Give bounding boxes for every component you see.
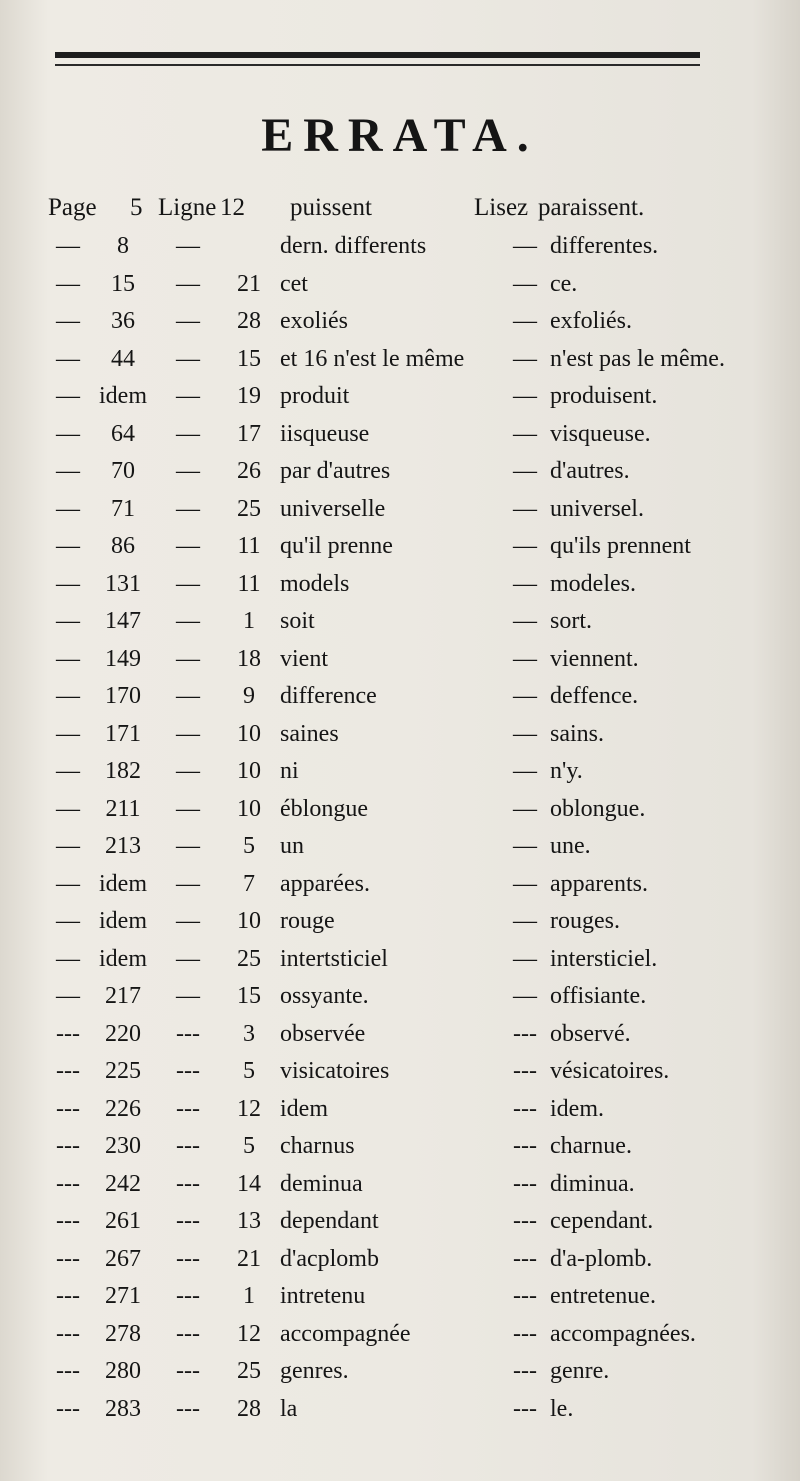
row-page-number: 71 (111, 495, 135, 522)
errata-row (48, 1241, 688, 1279)
row-page-number: 64 (111, 420, 135, 447)
errata-row (48, 1203, 688, 1241)
row-correction: ce. (550, 270, 578, 297)
row-line-number: 25 (237, 1358, 261, 1385)
errata-row (48, 528, 688, 566)
row-dash: — (513, 908, 537, 935)
row-page-number: 230 (105, 1133, 141, 1160)
row-line-number: 21 (237, 1245, 261, 1272)
row-dash: — (176, 908, 200, 935)
row-dash: --- (56, 1095, 80, 1122)
errata-row (48, 416, 688, 454)
row-dash: — (176, 570, 200, 597)
row-line-number: 12 (237, 1320, 261, 1347)
row-erroneous-text: accompagnée (280, 1320, 411, 1347)
row-correction: deffence. (550, 683, 639, 710)
row-page-number: idem (99, 908, 147, 935)
row-page-number: 211 (105, 795, 141, 822)
row-dash: — (56, 233, 80, 260)
row-erroneous-text: par d'autres (280, 458, 391, 485)
row-erroneous-text: d'acplomb (280, 1245, 379, 1272)
errata-row (48, 1128, 688, 1166)
row-dash: --- (176, 1395, 200, 1422)
row-dash: — (56, 908, 80, 935)
row-correction: observé. (550, 1020, 631, 1047)
row-page-number: 131 (105, 570, 141, 597)
errata-row (48, 1316, 688, 1354)
row-dash: — (56, 720, 80, 747)
row-page-number: 147 (105, 608, 141, 635)
row-line-number: 9 (243, 683, 255, 710)
row-correction: viennent. (550, 645, 639, 672)
row-line-number: 28 (237, 308, 261, 335)
errata-row (48, 491, 688, 529)
row-page-number: 220 (105, 1020, 141, 1047)
row-dash: — (176, 795, 200, 822)
row-dash: — (513, 495, 537, 522)
row-dash: --- (56, 1283, 80, 1310)
row-erroneous-text: ni (280, 758, 299, 785)
header-page-number: 5 (130, 194, 143, 221)
row-dash: — (513, 870, 537, 897)
row-dash: --- (513, 1245, 537, 1272)
row-erroneous-text: deminua (280, 1170, 363, 1197)
row-dash: — (56, 383, 80, 410)
row-dash: — (176, 983, 200, 1010)
row-page-number: 242 (105, 1170, 141, 1197)
row-erroneous-text: vient (280, 645, 328, 672)
row-dash: — (56, 608, 80, 635)
row-dash: — (513, 383, 537, 410)
row-page-number: 171 (105, 720, 141, 747)
row-dash: — (176, 383, 200, 410)
line-label: Ligne (158, 194, 217, 221)
row-dash: — (56, 983, 80, 1010)
row-page-number: 261 (105, 1208, 141, 1235)
row-line-number: 25 (237, 495, 261, 522)
row-dash: --- (56, 1058, 80, 1085)
row-page-number: 278 (105, 1320, 141, 1347)
row-page-number: 149 (105, 645, 141, 672)
errata-row (48, 1053, 688, 1091)
row-line-number: 7 (243, 870, 255, 897)
row-page-number: idem (99, 945, 147, 972)
row-line-number: 10 (237, 908, 261, 935)
row-dash: — (176, 420, 200, 447)
row-erroneous-text: observée (280, 1020, 366, 1047)
errata-row (48, 753, 688, 791)
row-erroneous-text: models (280, 570, 350, 597)
row-erroneous-text: intertsticiel (280, 945, 388, 972)
row-erroneous-text: cet (280, 270, 308, 297)
row-dash: --- (176, 1170, 200, 1197)
row-page-number: 182 (105, 758, 141, 785)
row-dash: — (56, 795, 80, 822)
row-line-number: 10 (237, 758, 261, 785)
row-correction: qu'ils prennent (550, 533, 691, 560)
row-erroneous-text: ossyante. (280, 983, 369, 1010)
errata-row (48, 716, 688, 754)
row-dash: --- (56, 1358, 80, 1385)
header-line-number: 12 (220, 194, 245, 221)
row-correction: rouges. (550, 908, 620, 935)
row-dash: --- (176, 1020, 200, 1047)
row-dash: --- (513, 1358, 537, 1385)
errata-row (48, 228, 688, 266)
row-dash: — (176, 270, 200, 297)
row-dash: — (176, 233, 200, 260)
row-line-number: 18 (237, 645, 261, 672)
row-erroneous-text: genres. (280, 1358, 349, 1385)
row-page-number: 226 (105, 1095, 141, 1122)
row-dash: — (513, 795, 537, 822)
row-correction: visqueuse. (550, 420, 651, 447)
errata-row (48, 1016, 688, 1054)
row-line-number: 1 (243, 608, 255, 635)
row-correction: cependant. (550, 1208, 654, 1235)
row-dash: — (513, 683, 537, 710)
row-dash: --- (56, 1395, 80, 1422)
row-dash: — (176, 683, 200, 710)
row-erroneous-text: rouge (280, 908, 335, 935)
row-erroneous-text: iisqueuse (280, 420, 370, 447)
row-dash: — (56, 570, 80, 597)
row-correction: modeles. (550, 570, 636, 597)
errata-row (48, 378, 688, 416)
row-dash: — (513, 608, 537, 635)
errata-body (48, 228, 725, 1428)
row-dash: --- (513, 1395, 537, 1422)
row-dash: --- (56, 1020, 80, 1047)
row-dash: — (56, 945, 80, 972)
row-dash: — (56, 308, 80, 335)
row-line-number: 5 (243, 1133, 255, 1160)
row-correction: accompagnées. (550, 1320, 696, 1347)
row-correction: apparents. (550, 870, 648, 897)
row-correction: d'a-plomb. (550, 1245, 653, 1272)
row-correction: diminua. (550, 1170, 635, 1197)
row-erroneous-text: la (280, 1395, 298, 1422)
row-dash: --- (56, 1170, 80, 1197)
row-correction: vésicatoires. (550, 1058, 670, 1085)
row-correction: une. (550, 833, 591, 860)
row-erroneous-text: produit (280, 383, 350, 410)
row-dash: --- (56, 1245, 80, 1272)
row-erroneous-text: universelle (280, 495, 386, 522)
row-page-number: 217 (105, 983, 141, 1010)
row-dash: --- (56, 1208, 80, 1235)
row-dash: — (513, 308, 537, 335)
row-erroneous-text: qu'il prenne (280, 533, 393, 560)
row-dash: — (176, 645, 200, 672)
row-line-number: 3 (243, 1020, 255, 1047)
row-dash: — (176, 533, 200, 560)
row-erroneous-text: dependant (280, 1208, 379, 1235)
row-page-number: 44 (111, 345, 135, 372)
row-erroneous-text: soit (280, 608, 315, 635)
row-line-number: 21 (237, 270, 261, 297)
errata-row (48, 341, 688, 379)
row-dash: — (56, 345, 80, 372)
row-correction: idem. (550, 1095, 604, 1122)
errata-row (48, 266, 688, 304)
row-correction: produisent. (550, 383, 658, 410)
row-dash: — (513, 945, 537, 972)
header-word: puissent (290, 194, 372, 221)
row-dash: — (176, 833, 200, 860)
row-correction: n'y. (550, 758, 583, 785)
errata-row (48, 453, 688, 491)
row-page-number: idem (99, 870, 147, 897)
row-dash: — (56, 833, 80, 860)
read-label: Lisez (474, 194, 529, 221)
row-erroneous-text: idem (280, 1095, 328, 1122)
row-line-number: 12 (237, 1095, 261, 1122)
row-dash: --- (56, 1133, 80, 1160)
row-line-number: 25 (237, 945, 261, 972)
row-dash: — (176, 720, 200, 747)
row-dash: — (513, 345, 537, 372)
row-line-number: 17 (237, 420, 261, 447)
header-correction: paraissent. (538, 194, 645, 221)
row-correction: sort. (550, 608, 592, 635)
row-dash: — (56, 270, 80, 297)
row-dash: — (56, 420, 80, 447)
row-page-number: idem (99, 383, 147, 410)
row-correction: oblongue. (550, 795, 646, 822)
row-correction: genre. (550, 1358, 610, 1385)
page-title: ERRATA. (261, 109, 539, 162)
row-page-number: 225 (105, 1058, 141, 1085)
row-line-number: 10 (237, 795, 261, 822)
row-correction: d'autres. (550, 458, 630, 485)
row-line-number: 11 (237, 533, 261, 560)
row-correction: exfoliés. (550, 308, 632, 335)
page-label: Page (48, 194, 97, 221)
row-dash: --- (513, 1058, 537, 1085)
row-page-number: 271 (105, 1283, 141, 1310)
row-dash: — (56, 758, 80, 785)
row-line-number: 1 (243, 1283, 255, 1310)
row-erroneous-text: intretenu (280, 1283, 366, 1310)
row-dash: --- (513, 1208, 537, 1235)
row-dash: — (56, 495, 80, 522)
errata-row (48, 566, 688, 604)
row-dash: — (176, 870, 200, 897)
row-dash: — (176, 458, 200, 485)
row-correction: entretenue. (550, 1283, 656, 1310)
errata-row (48, 1391, 688, 1429)
row-page-number: 280 (105, 1358, 141, 1385)
row-dash: — (176, 608, 200, 635)
row-page-number: 15 (111, 270, 135, 297)
row-dash: — (513, 270, 537, 297)
row-dash: --- (176, 1320, 200, 1347)
errata-row (48, 828, 688, 866)
row-correction: intersticiel. (550, 945, 658, 972)
row-dash: --- (56, 1320, 80, 1347)
row-line-number: 5 (243, 1058, 255, 1085)
row-dash: --- (176, 1058, 200, 1085)
errata-row (48, 866, 688, 904)
row-correction: differentes. (550, 233, 659, 260)
errata-row (48, 903, 688, 941)
row-dash: — (56, 870, 80, 897)
errata-row (48, 941, 688, 979)
row-dash: — (56, 533, 80, 560)
errata-row (48, 791, 688, 829)
row-dash: — (513, 758, 537, 785)
row-dash: — (176, 308, 200, 335)
errata-row (48, 978, 688, 1016)
row-dash: --- (176, 1245, 200, 1272)
row-correction: universel. (550, 495, 644, 522)
row-page-number: 70 (111, 458, 135, 485)
row-erroneous-text: exoliés (280, 308, 348, 335)
row-dash: — (176, 758, 200, 785)
row-dash: — (513, 420, 537, 447)
row-dash: — (513, 645, 537, 672)
row-dash: — (56, 458, 80, 485)
row-line-number: 15 (237, 345, 261, 372)
errata-row (48, 678, 688, 716)
row-dash: --- (176, 1358, 200, 1385)
row-line-number: 11 (237, 570, 261, 597)
errata-row (48, 1278, 688, 1316)
row-line-number (218, 228, 280, 266)
row-dash: --- (513, 1320, 537, 1347)
row-dash: — (513, 720, 537, 747)
row-dash: — (56, 683, 80, 710)
row-page-number: 170 (105, 683, 141, 710)
row-line-number: 10 (237, 720, 261, 747)
row-dash: --- (176, 1133, 200, 1160)
row-dash: — (513, 983, 537, 1010)
row-erroneous-text: et 16 n'est le même (280, 345, 465, 372)
row-dash: — (176, 945, 200, 972)
row-erroneous-text: charnus (280, 1133, 355, 1160)
row-line-number: 13 (237, 1208, 261, 1235)
row-dash: — (513, 458, 537, 485)
row-dash: --- (513, 1095, 537, 1122)
row-page-number: 8 (117, 233, 129, 260)
row-page-number: 86 (111, 533, 135, 560)
row-correction: n'est pas le même. (550, 345, 725, 372)
row-dash: — (176, 345, 200, 372)
errata-row (48, 1091, 688, 1129)
row-line-number: 28 (237, 1395, 261, 1422)
row-erroneous-text: visicatoires (280, 1058, 390, 1085)
errata-header-row (48, 194, 688, 230)
row-dash: — (56, 645, 80, 672)
row-dash: --- (513, 1283, 537, 1310)
row-page-number: 267 (105, 1245, 141, 1272)
row-correction: le. (550, 1395, 574, 1422)
row-page-number: 36 (111, 308, 135, 335)
errata-row (48, 641, 688, 679)
row-page-number: 213 (105, 833, 141, 860)
top-rule (55, 52, 700, 66)
errata-row (48, 603, 688, 641)
row-line-number: 15 (237, 983, 261, 1010)
row-line-number: 14 (237, 1170, 261, 1197)
row-correction: sains. (550, 720, 604, 747)
row-erroneous-text: éblongue (280, 795, 368, 822)
row-erroneous-text: apparées. (280, 870, 370, 897)
row-correction: offisiante. (550, 983, 647, 1010)
errata-row (48, 303, 688, 341)
errata-table (48, 228, 725, 1428)
row-erroneous-text: saines (280, 720, 339, 747)
row-erroneous-text: dern. differents (280, 233, 427, 260)
row-erroneous-text: difference (280, 683, 377, 710)
errata-row (48, 1166, 688, 1204)
row-erroneous-text: un (280, 833, 304, 860)
row-dash: — (176, 495, 200, 522)
row-line-number: 19 (237, 383, 261, 410)
row-dash: — (513, 570, 537, 597)
row-dash: --- (513, 1170, 537, 1197)
row-dash: --- (176, 1208, 200, 1235)
errata-row (48, 1353, 688, 1391)
row-page-number: 283 (105, 1395, 141, 1422)
row-line-number: 5 (243, 833, 255, 860)
row-dash: --- (176, 1283, 200, 1310)
row-line-number: 26 (237, 458, 261, 485)
row-dash: — (513, 233, 537, 260)
row-dash: --- (513, 1133, 537, 1160)
row-dash: — (513, 533, 537, 560)
row-correction: charnue. (550, 1133, 632, 1160)
row-dash: — (513, 833, 537, 860)
row-dash: --- (513, 1020, 537, 1047)
row-dash: --- (176, 1095, 200, 1122)
